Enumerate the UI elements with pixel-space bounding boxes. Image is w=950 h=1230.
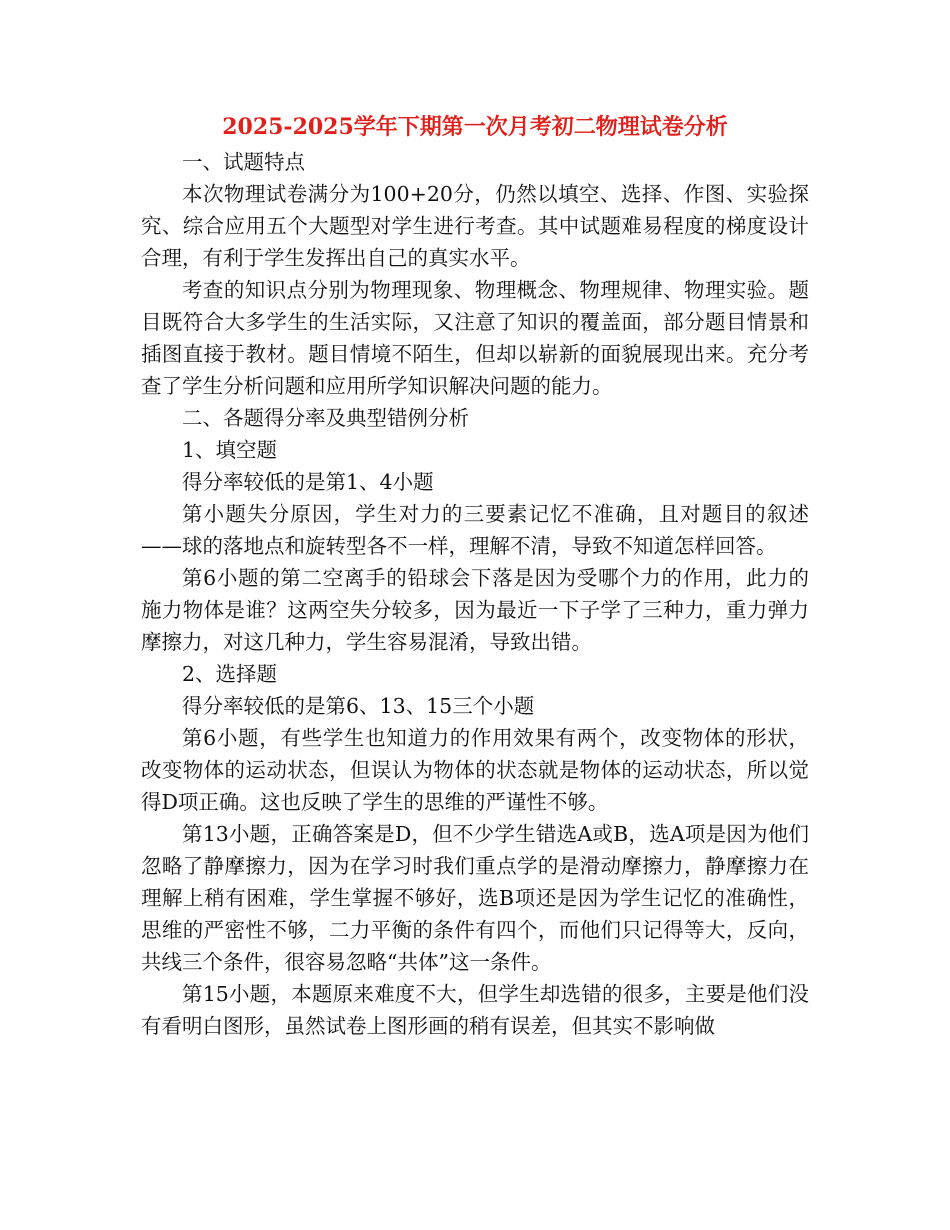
paragraph-knowledge-points: 考查的知识点分别为物理现象、物理概念、物理规律、物理实验。题目既符合大多学生的生活实际，又注意了知识的覆盖面，部分题目情景和插图直接于教材。题目情境不陌生，但却以崭新的面貌展现出来。充分考查了学生分析问题和应用所学知识解决问题的能力。 xyxy=(141,278,809,398)
paragraph-fill-blank-q1: 第小题失分原因，学生对力的三要素记忆不准确，且对题目的叙述——球的落地点和旋转型各不一样，理解不清，导致不知道怎样回答。 xyxy=(141,502,809,558)
document-title: 2025-2025学年下期第一次月考初二物理试卷分析 xyxy=(222,114,728,140)
paragraph-score-overview: 本次物理试卷满分为100+20分，仍然以填空、选择、作图、实验探究、综合应用五个大题型对学生进行考查。其中试题难易程度的梯度设计合理，有利于学生发挥出自己的真实水平。 xyxy=(141,182,809,270)
subsection-heading-fill-blank: 1、填空题 xyxy=(182,438,278,462)
fill-blank-summary: 得分率较低的是第1、4小题 xyxy=(182,470,434,494)
section-heading-features: 一、试题特点 xyxy=(182,150,305,174)
paragraph-fill-blank-q6: 第6小题的第二空离手的铅球会下落是因为受哪个力的作用，此力的施力物体是谁？这两空失分较多，因为最近一下子学了三种力，重力弹力摩擦力，对这几种力，学生容易混淆，导致出错。 xyxy=(141,566,809,654)
paragraph-choice-q13: 第13小题，正确答案是D，但不少学生错选A或B，选A项是因为他们忽略了静摩擦力，因为在学习时我们重点学的是滑动摩擦力，静摩擦力在理解上稍有困难，学生掌握不够好，选B项还是因为学生记忆的准确性，思维的严密性不够，二力平衡的条件有四个，而他们只记得等大，反向，共线三个条件，很容易忽略“共体”这一条件。 xyxy=(141,822,809,974)
paragraph-choice-q15: 第15小题，本题原来难度不大，但学生却选错的很多，主要是他们没有看明白图形，虽然试卷上图形画的稍有误差，但其实不影响做 xyxy=(141,982,809,1038)
document-body xyxy=(141,146,809,1042)
paragraph-choice-q6: 第6小题，有些学生也知道力的作用效果有两个，改变物体的形状，改变物体的运动状态，但误认为物体的状态就是物体的运动状态，所以觉得D项正确。这也反映了学生的思维的严谨性不够。 xyxy=(141,726,809,814)
subsection-heading-choice: 2、选择题 xyxy=(182,662,278,686)
choice-summary: 得分率较低的是第6、13、15三个小题 xyxy=(182,694,535,718)
section-heading-analysis: 二、各题得分率及典型错例分析 xyxy=(182,406,469,430)
